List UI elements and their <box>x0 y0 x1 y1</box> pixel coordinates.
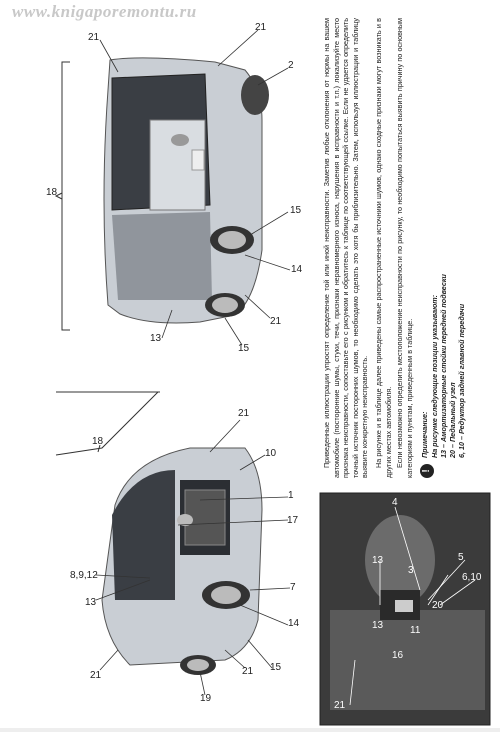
note-block <box>420 18 466 478</box>
label-15-front: 15 <box>270 662 282 673</box>
label-16-interior: 16 <box>392 650 404 661</box>
label-14-rear: 14 <box>291 264 303 275</box>
exclamation-icon: ! <box>420 464 434 478</box>
label-21-interior: 21 <box>334 700 346 711</box>
label-10-front: 10 <box>265 448 277 459</box>
paragraph-3: Если невозможно определить местоположение неисправности по рисунку, то необходимо попытаться выявить причину по основным категориям и пунктам, приведенным в таблице. <box>395 18 414 478</box>
label-13-rear: 13 <box>150 333 162 344</box>
label-15-rear-b: 15 <box>238 343 250 354</box>
label-21-rear-b: 21 <box>255 22 267 33</box>
label-21-front-a: 21 <box>238 408 250 419</box>
label-21-rear-a: 21 <box>88 32 100 43</box>
note-line-4: 6, 10 – Редуктор задней главной передачи <box>457 303 467 458</box>
note-line-1: На рисунке следующие позиции указывают: <box>429 294 439 458</box>
label-6-10-interior: 6,10 <box>462 572 482 583</box>
label-20-interior: 20 <box>432 600 444 611</box>
label-5-interior: 5 <box>458 552 464 563</box>
label-4-interior: 4 <box>392 497 398 508</box>
label-19-front: 19 <box>200 693 212 704</box>
watermark: www.knigaporemontu.ru <box>12 2 197 21</box>
label-18-front: 18 <box>92 436 104 447</box>
label-11-interior: 11 <box>410 625 421 636</box>
paragraph-1: Приведенные иллюстрации упростят определение той или иной неисправности. Заметив любые отклонения от нормы на вашем автомобиле (посторонние шумы, стуки, течи, признаки неравномерного износа, нарушения в исправности и т.п.) локализуйте место признака неисправности, сопоставьте его с рисунком и обратитесь к таблице по соответствующей ссылке. Если не удается определить точный источник посторонних шумов, то необходимо сделать это хотя бы приблизительно. Затем, используя иллюстрации и таблицу выявите конкретную неисправность. <box>322 18 370 478</box>
label-2-rear: 2 <box>288 60 294 71</box>
label-3-interior: 3 <box>408 565 414 576</box>
label-13-interior-a: 13 <box>372 555 384 566</box>
label-14-front: 14 <box>288 618 300 629</box>
label-21-front-b: 21 <box>242 666 254 677</box>
label-15-rear-a: 15 <box>290 205 302 216</box>
label-17-front: 17 <box>287 515 299 526</box>
page-bottom-strip <box>0 728 500 732</box>
note-title: Примечание: <box>420 411 430 458</box>
note-line-3: 20 – Педальный узел <box>447 382 457 458</box>
label-7-front: 7 <box>290 582 296 593</box>
note-line-2: 13 – Амортизаторные стойки передней подвески <box>438 274 448 458</box>
label-21-rear-c: 21 <box>270 316 282 327</box>
label-13-interior-b: 13 <box>372 620 384 631</box>
text-column <box>322 18 466 478</box>
label-18-rear: 18 <box>46 187 58 198</box>
label-1-front: 1 <box>288 490 294 501</box>
label-13-front: 13 <box>85 597 97 608</box>
label-8-9-12-front: 8,9,12 <box>70 570 98 581</box>
label-21-front-c: 21 <box>90 670 102 681</box>
paragraph-2: На рисунке и в таблице далее приведены самые распространенные источники шумов, однако сходные признаки могут возникать и в других местах автомобиля. <box>373 18 393 478</box>
